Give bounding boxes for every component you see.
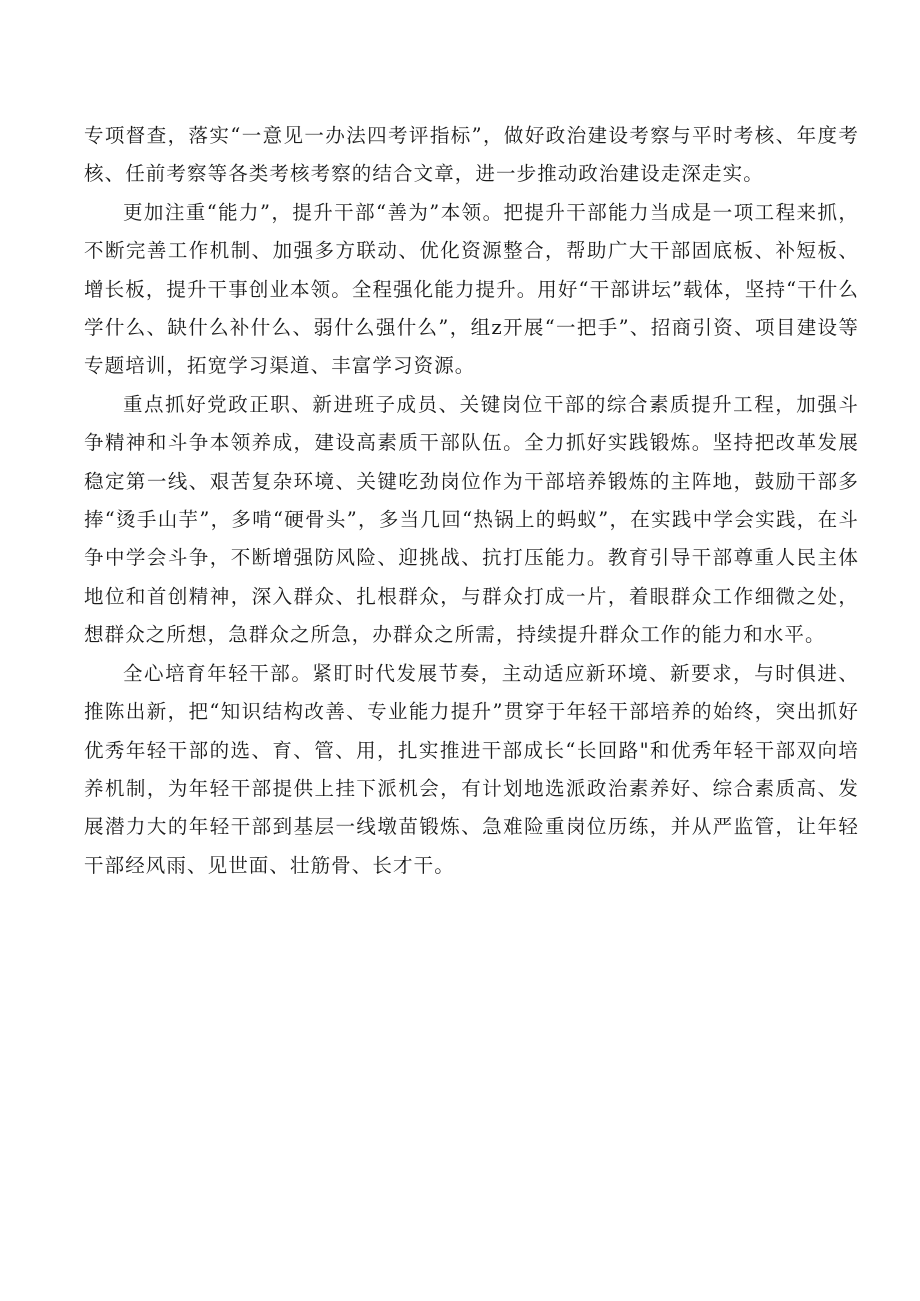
document-body (84, 117, 859, 885)
paragraph-continuation: 专项督查，落实“一意见一办法四考评指标”，做好政治建设考察与平时考核、年度考核、任前考察等各类考核考察的结合文章，进一步推动政治建设走深走实。 (84, 124, 859, 186)
paragraph-key-cadres: 重点抓好党政正职、新进班子成员、关键岗位干部的综合素质提升工程，加强斗争精神和斗争本领养成，建设高素质干部队伍。全力抓好实践锻炼。坚持把改革发展稳定第一线、艰苦复杂环境、关键吃劲岗位作为干部培养锻炼的主阵地，鼓励干部多捧“烫手山芋”，多啃“硬骨头”，多当几回“热锅上的蚂蚁”，在实践中学会实践，在斗争中学会斗争，不断增强防风险、迎挑战、抗打压能力。教育引导干部尊重人民主体地位和首创精神，深入群众、扎根群众，与群众打成一片，着眼群众工作细微之处，想群众之所想，急群众之所急，办群众之所需，持续提升群众工作的能力和水平。 (84, 392, 859, 647)
paragraph-ability: 更加注重“能力”，提升干部“善为”本领。把提升干部能力当成是一项工程来抓，不断完善工作机制、加强多方联动、优化资源整合，帮助广大干部固底板、补短板、增长板，提升干事创业本领。全程强化能力提升。用好“干部讲坛”载体，坚持“干什么学什么、缺什么补什么、弱什么强什么”，组z开展“一把手”、招商引资、项目建设等专题培训，拓宽学习渠道、丰富学习资源。 (84, 200, 859, 378)
paragraph-young-cadres: 全心培育年轻干部。紧盯时代发展节奏，主动适应新环境、新要求，与时俱进、推陈出新，把“知识结构改善、专业能力提升”贯穿于年轻干部培养的始终，突出抓好优秀年轻干部的选、育、管、用，扎实推进干部成长“长回路"和优秀年轻干部双向培养机制，为年轻干部提供上挂下派机会，有计划地选派政治素养好、综合素质高、发展潜力大的年轻干部到基层一线墩苗锻炼、急难险重岗位历练，并从严监管，让年轻干部经风雨、见世面、壮筋骨、长才干。 (84, 661, 859, 877)
